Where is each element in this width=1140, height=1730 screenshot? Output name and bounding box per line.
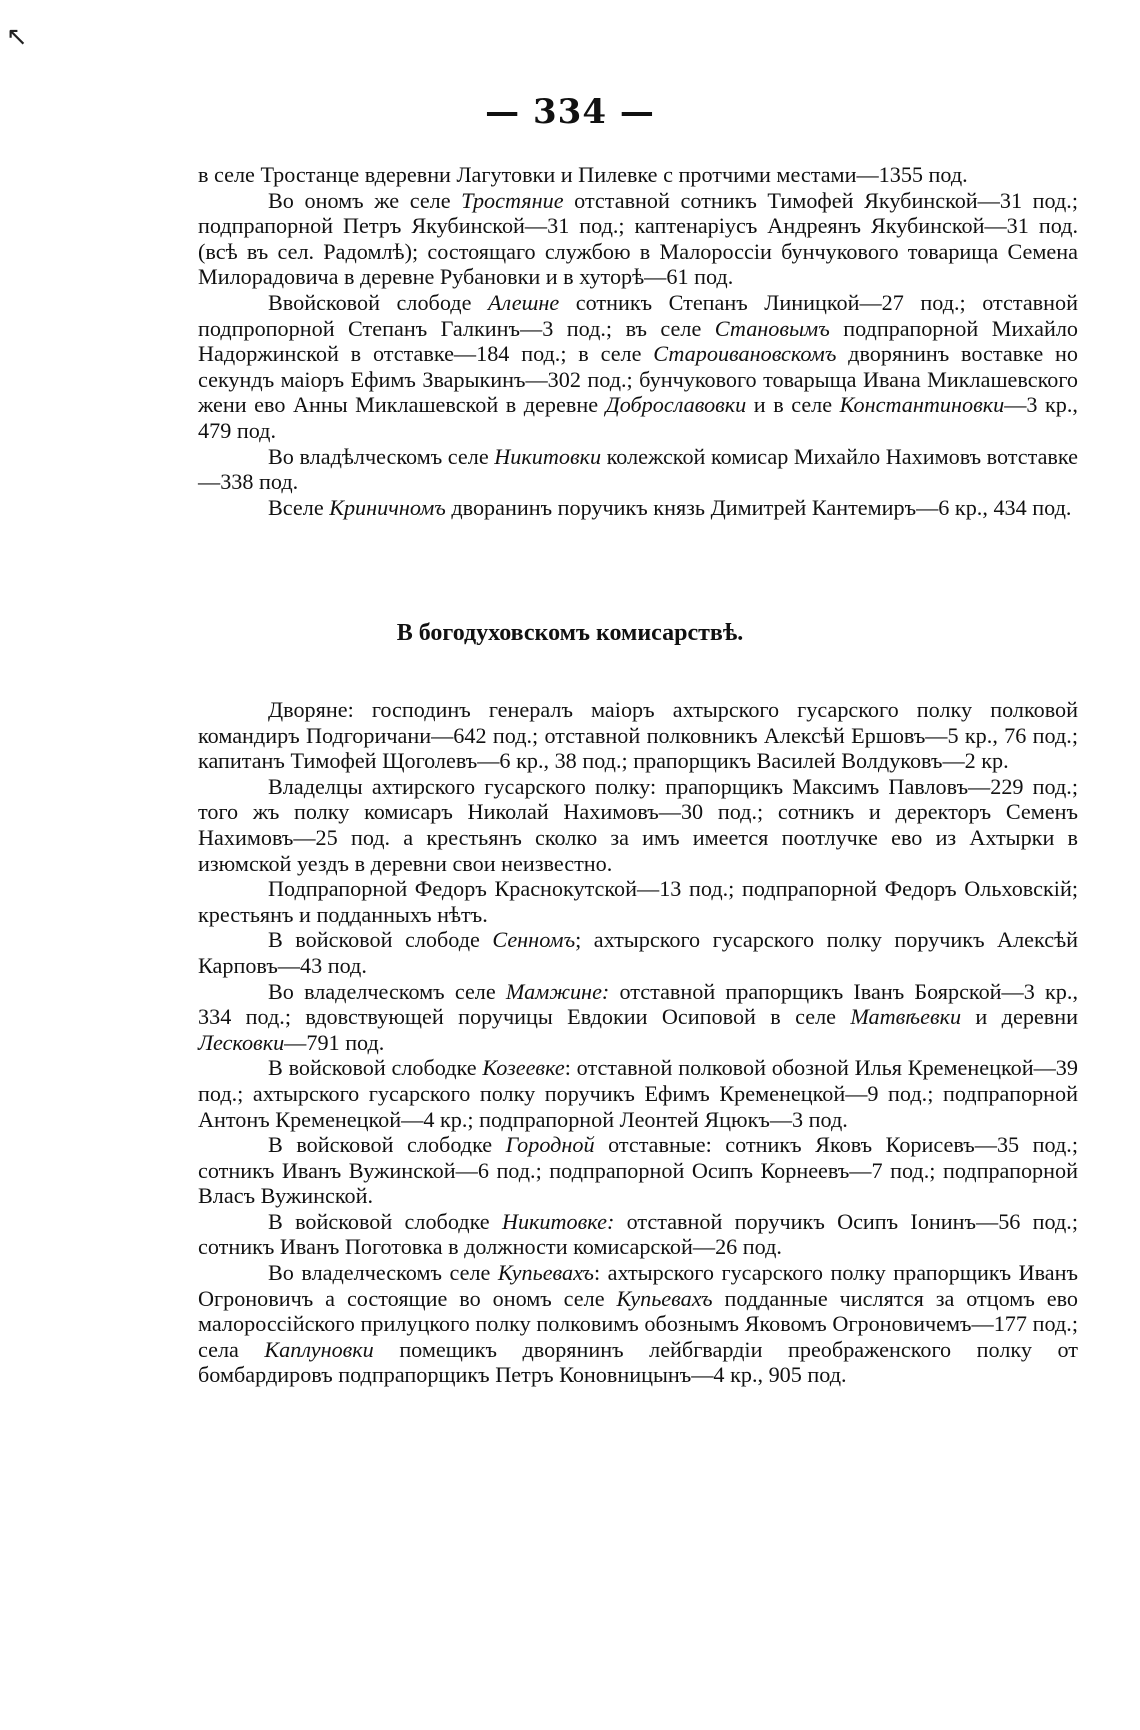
- place-name: Доброславовки: [605, 392, 747, 418]
- text-run: отставной сотникъ Тимофей Якубинской—31 под.; подпрапорной Петръ Якубинской—31 под.; каптенаріусъ Андреянъ Якубинской—31 под. (всѣ въ сел. Радомлѣ); состоящаго службою в Малороссіи бунчукового товарища Семена Милорадовича в деревне Рубановки и в хуторѣ—61 под.: [198, 187, 1078, 290]
- place-name: Константиновки: [839, 392, 1005, 418]
- place-name: Купьевахъ: [616, 1285, 713, 1311]
- text-run: дворянинъ воставке но секундъ маіоръ Ефимъ Зварыкинъ—302 под.; бунчукового товарыща Ивана Миклашевского жени ево Анны Миклашевской в деревне: [198, 341, 1078, 418]
- top-text-block: [198, 162, 1078, 520]
- place-name: Никитовки: [494, 443, 602, 469]
- text-run: сотникъ Степанъ Линицкой—27 под.; отставной подпропорной Степанъ Галкинъ—3 под.; въ селе: [198, 289, 1078, 341]
- text-run: В войсковой слободе: [268, 927, 493, 953]
- paragraph: [198, 1132, 1078, 1209]
- text-run: в селе Тростанце вдеревни Лагутовки и Пилевке с протчими местами—1355 под.: [198, 162, 968, 187]
- text-run: Вселе: [268, 494, 330, 520]
- paragraph: [198, 1055, 1078, 1132]
- text-run: —791 под.: [284, 1029, 385, 1055]
- paragraph: [198, 444, 1078, 495]
- place-name: Алешне: [487, 289, 560, 315]
- text-run: подпрапорной Михайло Надоржинской в отставке—184 под.; в селе: [198, 315, 1079, 367]
- place-name: Купьевахъ: [497, 1260, 594, 1286]
- text-run: отставной поручикъ Осипъ Іонинъ—56 под.; сотникъ Иванъ Поготовка в должности комисарской—26 под.: [198, 1208, 1078, 1260]
- paragraph: [198, 697, 1078, 774]
- place-name: Каплуновки: [264, 1336, 374, 1362]
- paragraph: [198, 188, 1078, 290]
- text-run: колежской комисар Михайло Нахимовъ вотставке—338 под.: [198, 443, 1078, 495]
- text-run: В войсковой слободке: [268, 1208, 502, 1234]
- text-run: отставные: сотникъ Яковъ Корисевъ—35 под.; сотникъ Иванъ Вужинской—6 под.; подпрапорной Осипъ Корнеевъ—7 под.; подпрапорной Власъ Вужинской.: [198, 1132, 1078, 1209]
- text-run: и в селе: [746, 392, 840, 418]
- text-run: : отставной полковой обозной Илья Кременецкой—39 под.; ахтырского гусарского полку поручикъ Ефимъ Кременецкой—9 под.; подпрапорной Антонъ Кременецкой—4 кр.; подпрапорной Леонтей Яцюкъ—3 под.: [198, 1055, 1078, 1132]
- paragraph: [198, 774, 1078, 876]
- place-name: Никитовке:: [501, 1208, 615, 1234]
- paragraph: [198, 1260, 1078, 1388]
- place-name: Становымъ: [714, 315, 830, 341]
- paragraph: [198, 1209, 1078, 1260]
- text-run: Владелцы ахтирского гусарского полку: прапорщикъ Максимъ Павловъ—229 под.; того жъ полку комисаръ Николай Нахимовъ—30 под.; сотникъ и деректоръ Семенъ Нахимовъ—25 под. а крестьянъ сколко за имъ имеется поотлучке ево из Ахтырки в изюмской уездъ в деревни свои неизвестно.: [198, 773, 1078, 876]
- paragraph: [198, 979, 1078, 1056]
- text-run: : ахтырского гусарского полку прапорщикъ Иванъ Огроновичъ а состоящие во ономъ селе: [198, 1260, 1078, 1311]
- text-run: Во ономъ же селе: [268, 187, 462, 213]
- page-number: — 334 —: [485, 92, 655, 132]
- section-heading: В богодуховскомъ комисарствѣ.: [396, 620, 744, 646]
- place-name: Сенномъ: [492, 927, 576, 953]
- text-run: Во владелческомъ селе: [268, 1260, 498, 1286]
- text-run: помещикъ дворянинъ лейбгвардіи преображенского полку от бомбардировъ подпрапорщикъ Петръ Коновницынъ—4 кр., 905 под.: [198, 1336, 1078, 1388]
- text-run: Во владелческомъ селе: [268, 978, 506, 1004]
- place-name: Городной: [505, 1132, 595, 1158]
- paragraph: [198, 290, 1078, 444]
- place-name: Матвѣевки: [850, 1004, 962, 1030]
- margin-mark: ↖: [6, 22, 28, 52]
- place-name: Мамжине:: [505, 978, 610, 1004]
- place-name: Козеевке: [482, 1055, 565, 1081]
- place-name: Тростяние: [461, 187, 564, 213]
- place-name: Криничномъ: [329, 494, 446, 520]
- text-run: подданные числятся за отцомъ ево малороссійского прилуцкого полку полковимъ обознымъ Яковомъ Огроновичемъ—177 под.; села: [198, 1285, 1078, 1362]
- main-text-block: [198, 697, 1078, 1388]
- text-run: Дворяне: господинъ генералъ маіоръ ахтырского гусарского полку полковой командиръ Подгоричани—642 под.; отставной полковникъ Алексѣй Ершовъ—5 кр., 76 под.; капитанъ Тимофей Щоголевъ—6 кр., 38 под.; прапорщикъ Василей Волдуковъ—2 кр.: [198, 697, 1078, 774]
- text-run: Подпрапорной Федоръ Краснокутской—13 под.; подпрапорной Федоръ Ольховскій; крестьянъ и подданныхъ нѣтъ.: [198, 876, 1078, 927]
- text-run: дворанинъ поручикъ князь Димитрей Кантемиръ—6 кр., 434 под.: [445, 494, 1072, 520]
- text-run: и деревни: [961, 1004, 1078, 1030]
- text-run: отставной прапорщикъ Іванъ Боярской—3 кр., 334 под.; вдовствующей поручицы Евдокии Осиповой в селе: [198, 978, 1078, 1030]
- place-name: Староивановскомъ: [653, 341, 837, 367]
- text-run: Ввойсковой слободе: [268, 289, 488, 315]
- text-run: ; ахтырского гусарского полку поручикъ Алексѣй Карповъ—43 под.: [198, 927, 1078, 978]
- text-run: —3 кр., 479 под.: [198, 392, 1078, 443]
- paragraph: [198, 162, 1078, 188]
- text-run: Во владѣлческомъ селе: [268, 443, 495, 469]
- paragraph: [198, 927, 1078, 978]
- text-run: В войсковой слободке: [268, 1055, 483, 1081]
- paragraph: [198, 495, 1078, 521]
- paragraph: [198, 876, 1078, 927]
- text-run: В войсковой слободке: [268, 1132, 506, 1158]
- place-name: Лесковки: [198, 1029, 285, 1055]
